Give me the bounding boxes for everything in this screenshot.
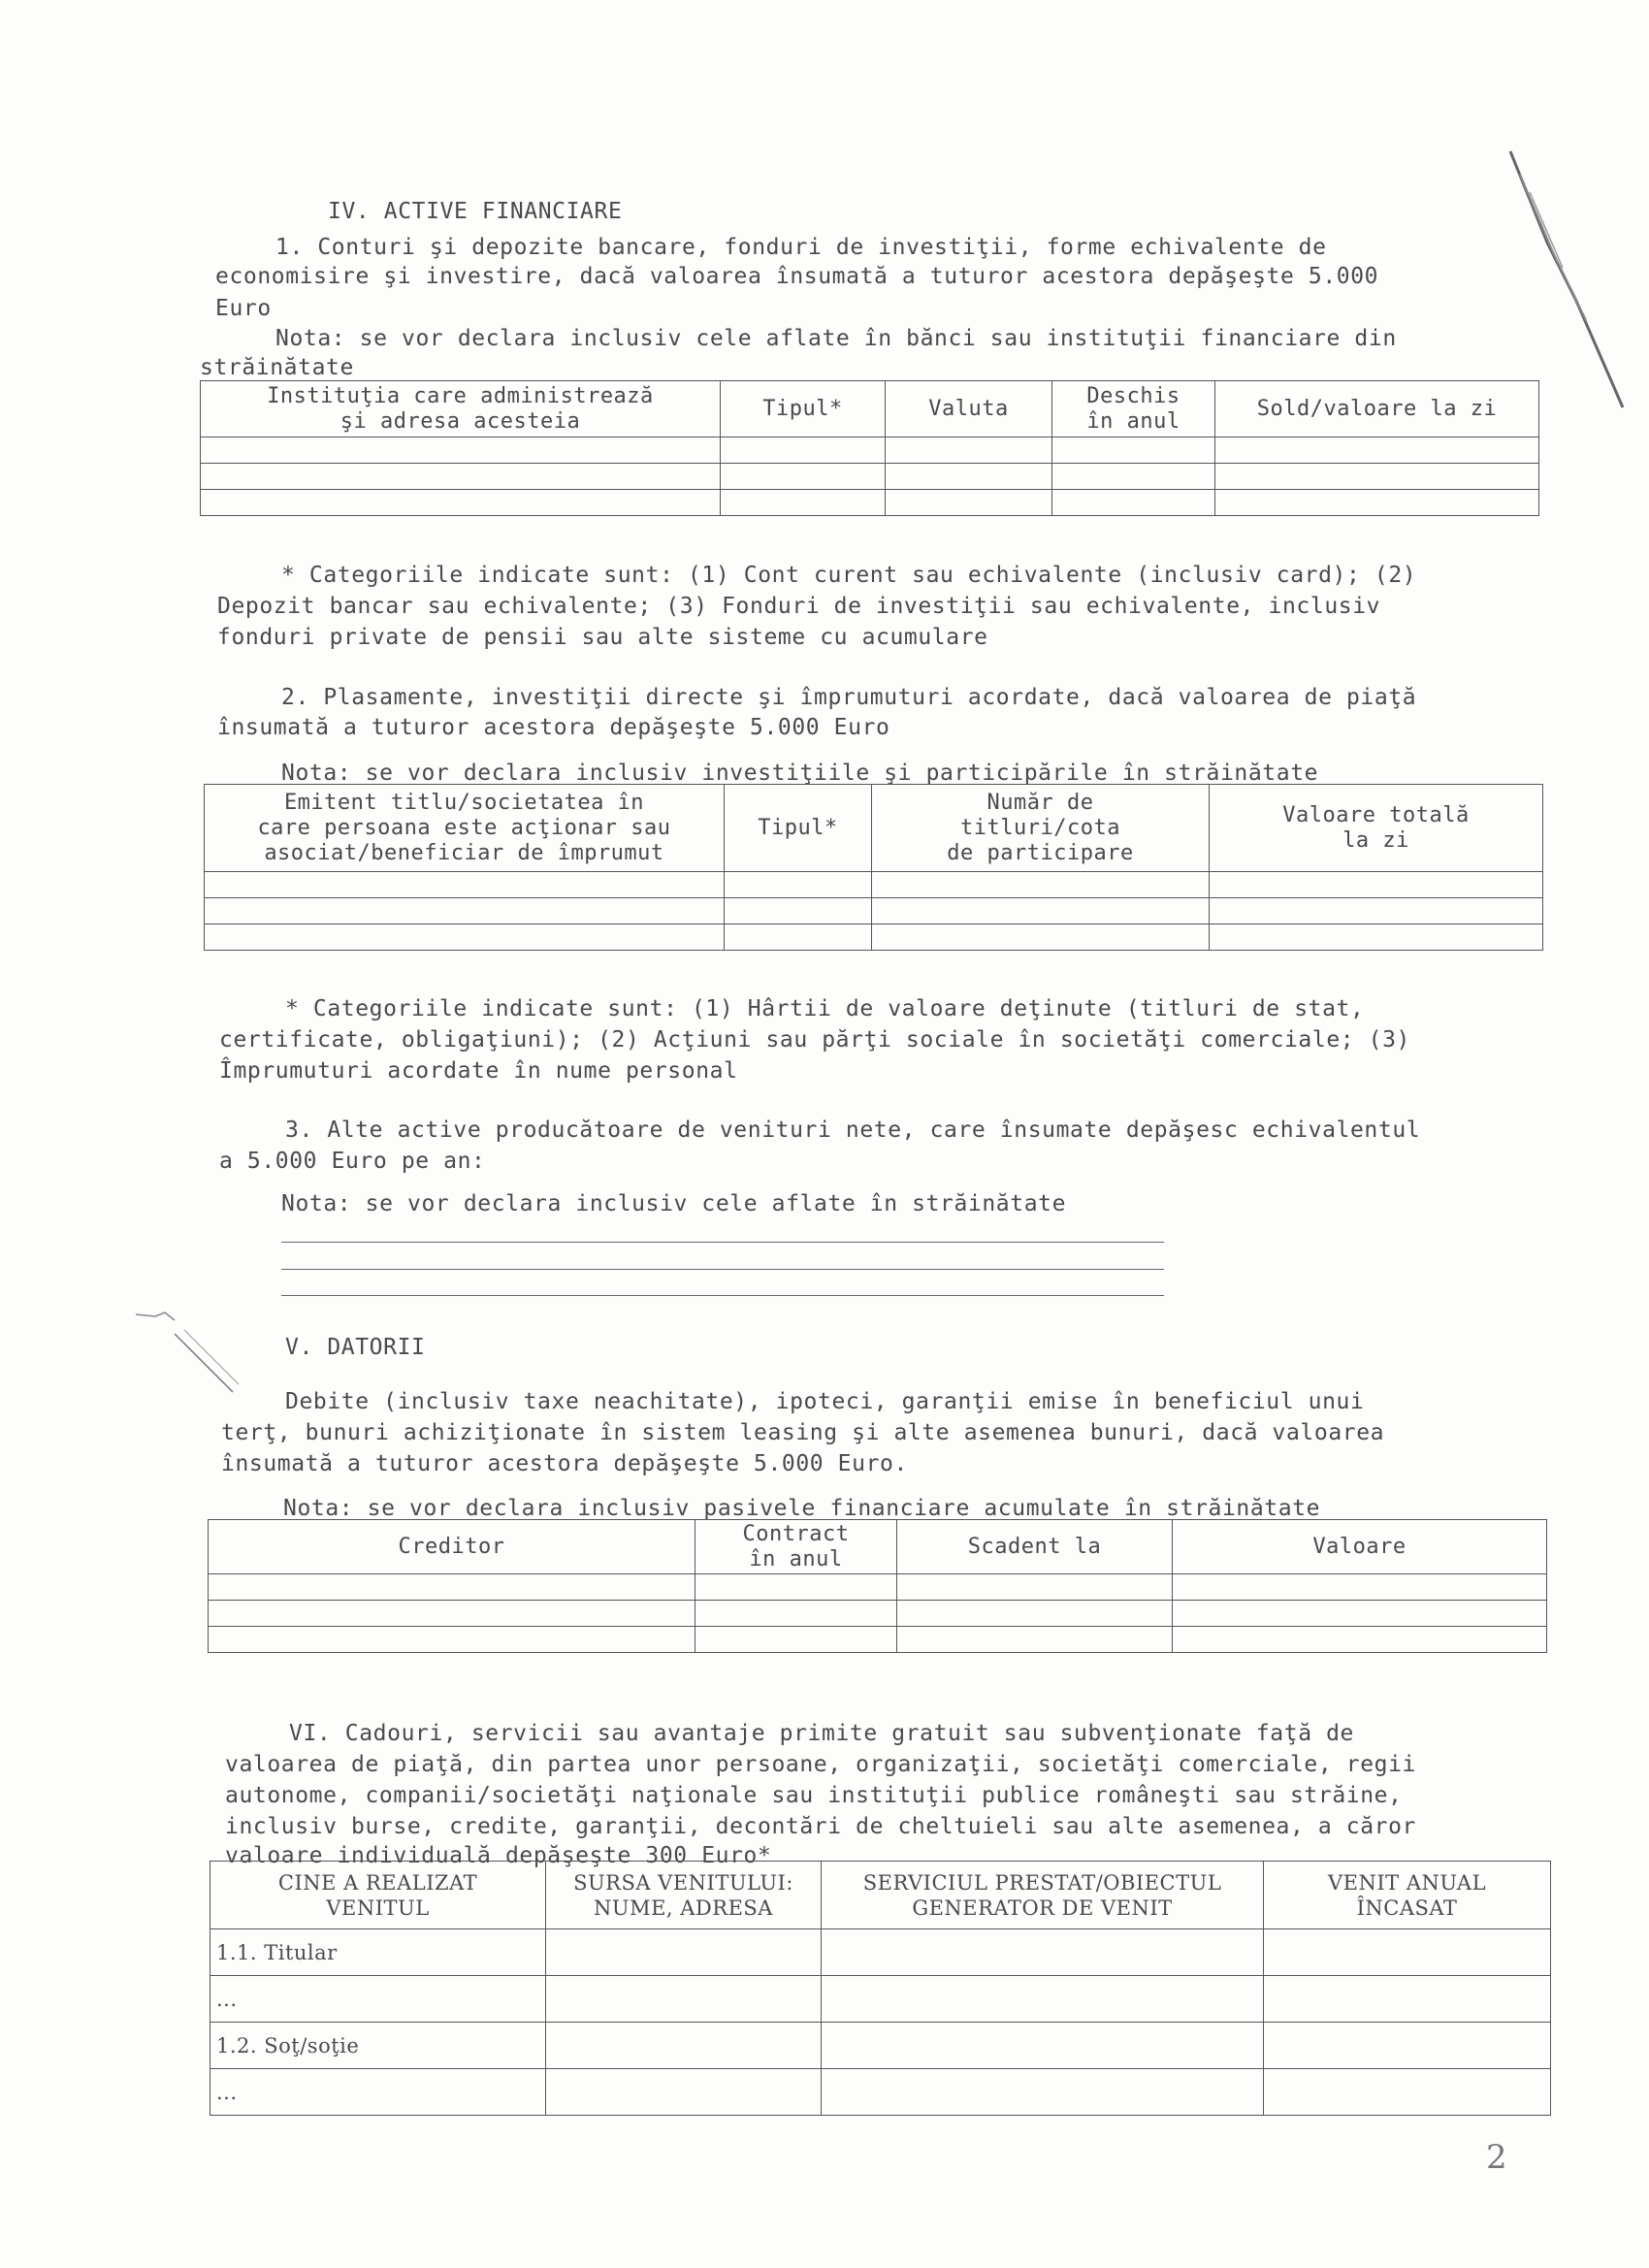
col-balance: Sold/valoare la zi	[1215, 381, 1539, 437]
row-label: 1.1. Titular	[210, 1929, 546, 1976]
section-v-line2: terţ, bunuri achiziţionate în sistem leasing şi alte asemenea bunuri, dacă valoarea	[221, 1420, 1385, 1445]
col-currency: Valuta	[886, 381, 1052, 437]
table-row	[201, 437, 1539, 464]
item1-line2: economisire şi investire, dacă valoarea însumată a tuturor acestora depăşeşte 5.000	[215, 264, 1379, 289]
col-who: CINE A REALIZAT VENITUL	[210, 1862, 546, 1929]
blank-line	[281, 1269, 1164, 1270]
item1-footnote-line1: * Categoriile indicate sunt: (1) Cont curent sau echivalente (inclusiv card); (2)	[281, 563, 1417, 588]
item1-line1: 1. Conturi şi depozite bancare, fonduri de investiţii, forme echivalente de	[275, 235, 1327, 260]
item1-note-line1: Nota: se vor declara inclusiv cele aflate în bănci sau instituţii financiare din	[275, 326, 1397, 351]
item3-line1: 3. Alte active producătoare de venituri nete, care însumate depăşesc echivalentul	[285, 1118, 1421, 1143]
section-v-note: Nota: se vor declara inclusiv pasivele financiare acumulate în străinătate	[283, 1496, 1321, 1521]
item2-footnote-line2: certificate, obligaţiuni); (2) Acţiuni sau părţi sociale în societăţi comerciale; (3)	[219, 1027, 1411, 1053]
table-row	[205, 898, 1543, 924]
item1-note-line2: străinătate	[200, 355, 354, 380]
item2-note: Nota: se vor declara inclusiv investiţiile şi participările în străinătate	[281, 761, 1319, 786]
table-row	[210, 2023, 1551, 2069]
section-v-line1: Debite (inclusiv taxe neachitate), ipoteci, garanţii emise în beneficiul unui	[285, 1389, 1365, 1414]
section-vi-line3: autonome, companii/societăţi naţionale sau instituţii publice româneşti sau străine,	[225, 1783, 1403, 1808]
section-vi-line4: inclusiv burse, credite, garanţii, decontări de cheltuieli sau alte asemenea, a căror	[225, 1814, 1417, 1839]
accounts-table	[200, 380, 1539, 516]
item2-footnote-line1: * Categoriile indicate sunt: (1) Hârtii de valoare deţinute (titluri de stat,	[285, 996, 1365, 1021]
table-row	[201, 464, 1539, 490]
col-contract-year: Contract în anul	[695, 1520, 897, 1574]
debts-table	[208, 1519, 1547, 1653]
investments-table	[204, 784, 1543, 951]
item1-line3: Euro	[215, 296, 272, 321]
col-value: Valoare	[1173, 1520, 1547, 1574]
table-row	[209, 1601, 1547, 1627]
table-row	[210, 1929, 1551, 1976]
col-institution: Instituţia care administrează şi adresa acesteia	[201, 381, 721, 437]
col-issuer: Emitent titlu/societatea în care persoana este acţionar sau asociat/beneficiar de împrumut	[205, 785, 725, 872]
pen-stroke-mark	[126, 1305, 252, 1402]
section-iv-title: IV. ACTIVE FINANCIARE	[328, 199, 623, 224]
col-shares: Număr de titluri/cota de participare	[872, 785, 1210, 872]
item1-footnote-line2: Depozit bancar sau echivalente; (3) Fonduri de investiţii sau echivalente, inclusiv	[217, 594, 1381, 619]
table-row	[209, 1574, 1547, 1601]
pen-stroke-mark	[1508, 146, 1634, 427]
item1-footnote-line3: fonduri private de pensii sau alte sisteme cu acumulare	[217, 625, 988, 650]
col-total-value: Valoare totală la zi	[1210, 785, 1543, 872]
table-row	[205, 872, 1543, 898]
item3-note: Nota: se vor declara inclusiv cele aflate în străinătate	[281, 1191, 1067, 1216]
item2-footnote-line3: Împrumuturi acordate în nume personal	[219, 1058, 738, 1084]
page-number: 2	[1486, 2138, 1507, 2177]
col-due: Scadent la	[897, 1520, 1173, 1574]
blank-line	[281, 1242, 1164, 1243]
section-v-line3: însumată a tuturor acestora depăşeşte 5.000 Euro.	[221, 1451, 908, 1476]
row-label: ...	[210, 1976, 546, 2023]
row-label: 1.2. Soţ/soţie	[210, 2023, 546, 2069]
item2-line1: 2. Plasamente, investiţii directe şi împrumuturi acordate, dacă valoarea de piaţă	[281, 685, 1417, 710]
section-v-title: V. DATORII	[285, 1335, 426, 1360]
table-row	[209, 1627, 1547, 1653]
section-vi-line2: valoarea de piaţă, din partea unor persoane, organizaţii, societăţi comerciale, regii	[225, 1752, 1417, 1777]
table-row	[205, 924, 1543, 951]
blank-line	[281, 1295, 1164, 1296]
table-row	[210, 2069, 1551, 2116]
row-label: ...	[210, 2069, 546, 2116]
gifts-table	[210, 1861, 1551, 2116]
col-service: SERVICIUL PRESTAT/OBIECTUL GENERATOR DE VENIT	[822, 1862, 1264, 1929]
table-row	[210, 1976, 1551, 2023]
col-annual-income: VENIT ANUAL ÎNCASAT	[1264, 1862, 1551, 1929]
section-vi-line1: VI. Cadouri, servicii sau avantaje primite gratuit sau subvenţionate faţă de	[289, 1721, 1354, 1746]
col-opened-year: Deschis în anul	[1052, 381, 1215, 437]
table-row	[201, 490, 1539, 516]
item3-line2: a 5.000 Euro pe an:	[219, 1149, 486, 1174]
item2-line2: însumată a tuturor acestora depăşeşte 5.000 Euro	[217, 715, 890, 740]
col-type: Tipul*	[721, 381, 886, 437]
section-vi-line5: valoare individuală depăşeşte 300 Euro*	[225, 1843, 772, 1868]
col-creditor: Creditor	[209, 1520, 695, 1574]
col-source: SURSA VENITULUI: NUME, ADRESA	[546, 1862, 822, 1929]
col-type: Tipul*	[725, 785, 872, 872]
